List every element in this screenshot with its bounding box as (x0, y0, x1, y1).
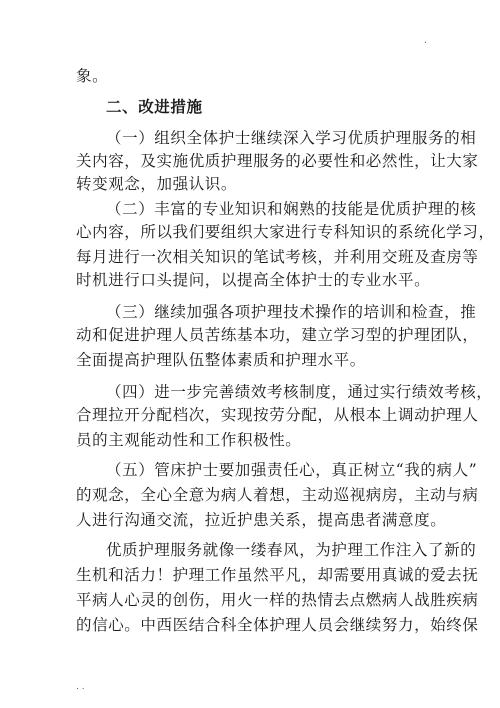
paragraph-6-line-4: 的信心。中西医结合科全体护理人员会继续努力，始终保 (76, 616, 479, 634)
paragraph-2-line-4: 时机进行口头提问，以提高全体护士的专业水平。 (76, 271, 431, 289)
paragraph-4-line-2: 合理拉开分配档次，实现按劳分配，从根本上调动护理人 (76, 406, 479, 424)
paragraph-5-line-3: 人进行沟通交流，拉近护患关系，提高患者满意度。 (76, 511, 447, 529)
paragraph-6-line-2: 生机和活力！护理工作虽然平凡，却需要用真诚的爱去抚 (76, 566, 479, 584)
bottom-dot-mark: . . (76, 682, 85, 692)
paragraph-3-line-1: （三）继续加强各项护理技术操作的培训和检查，推 (106, 303, 477, 321)
paragraph-1-line-2: 关内容，及实施优质护理服务的必要性和必然性，让大家 (76, 152, 479, 170)
section-heading: 二、改进措施 (106, 97, 203, 116)
top-dot-mark: . (424, 36, 427, 46)
paragraph-1-line-1: （一）组织全体护士继续深入学习优质护理服务的相 (106, 129, 477, 147)
paragraph-3-line-2: 动和促进护理人员苦练基本功，建立学习型的护理团队， (76, 326, 479, 344)
paragraph-4-line-3: 员的主观能动性和工作积极性。 (76, 431, 302, 449)
paragraph-1-line-3: 转变观念，加强认识。 (76, 175, 238, 193)
paragraph-2-line-3: 每月进行一次相关知识的笔试考核，并利用交班及查房等 (76, 248, 479, 266)
paragraph-6-line-1: 优质护理服务就像一缕春风，为护理工作注入了新的 (106, 541, 477, 559)
paragraph-5-line-1: （五）管床护士要加强责任心，真正树立“我的病人” (106, 461, 478, 479)
paragraph-4-line-1: （四）进一步完善绩效考核制度，通过实行绩效考核， (106, 383, 493, 401)
paragraph-2-line-1: （二）丰富的专业知识和娴熟的技能是优质护理的核 (106, 200, 477, 218)
paragraph-6-line-3: 平病人心灵的创伤，用火一样的热情去点燃病人战胜疾病 (76, 591, 479, 609)
paragraph-2-line-2: 心内容，所以我们要组织大家进行专科知识的系统化学习， (76, 223, 495, 241)
paragraph-3-line-3: 全面提高护理队伍整体素质和护理水平。 (76, 351, 366, 369)
text-line-1: 象。 (76, 67, 109, 85)
paragraph-5-line-2: 的观念，全心全意为病人着想，主动巡视病房，主动与病 (76, 486, 479, 504)
